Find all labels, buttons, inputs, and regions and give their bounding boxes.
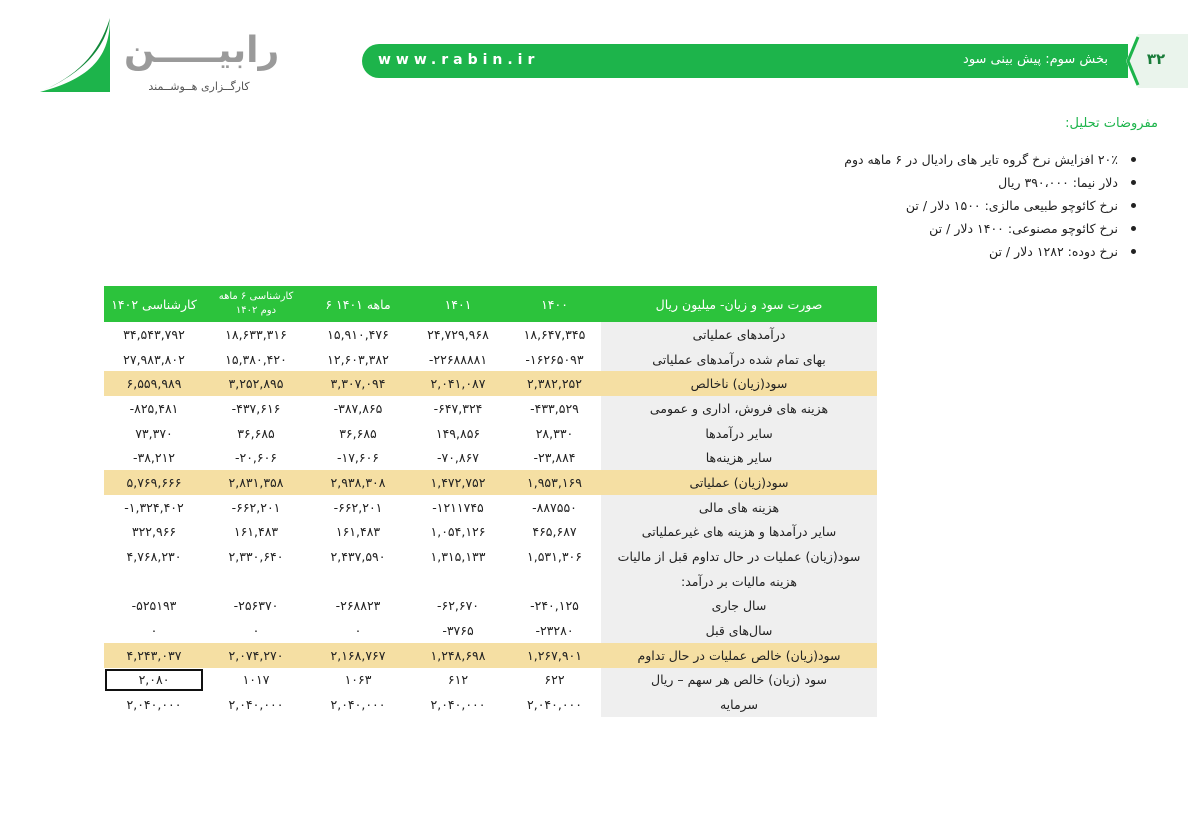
- table-cell-c1402: ۳۴,۵۴۳,۷۹۲: [123, 326, 185, 342]
- table-row: [104, 347, 877, 372]
- table-row: [104, 495, 877, 520]
- table-cell-y1401: -۱۲۱۱۷۴۵: [432, 499, 484, 515]
- table-row: [104, 396, 877, 421]
- table-row-label: سرمایه: [601, 692, 877, 717]
- page-number: ۳۲: [1146, 50, 1166, 68]
- income-statement-table: [104, 286, 877, 717]
- assumption-item: نرخ دوده: ۱۲۸۲ دلار / تن: [844, 240, 1136, 263]
- section-title: بخش سوم: پیش بینی سود: [963, 52, 1108, 67]
- table-cell-m6_1401: ۲,۱۶۸,۷۶۷: [308, 643, 408, 668]
- table-cell-y1401: -۶۴۷,۳۲۴: [433, 400, 483, 416]
- table-cell-m6_1401: ۲,۰۴۰,۰۰۰: [330, 697, 386, 713]
- table-cell-m6_1401: [308, 569, 408, 594]
- table-cell-c1402: [104, 569, 204, 594]
- table-row: [104, 470, 877, 495]
- table-row-label: سال جاری: [601, 594, 877, 619]
- table-cell-c6m: -۲۰,۶۰۶: [234, 450, 278, 466]
- table-row: [104, 544, 877, 569]
- table-row-label: سود(زیان) عملیاتی: [601, 470, 877, 495]
- table-cell-c1402: -۵۲۵۱۹۳: [131, 598, 177, 614]
- table-cell-y1401: -۲۲۶۸۸۸۸۱: [428, 351, 488, 367]
- table-cell-m6_1401: ۰: [354, 623, 362, 639]
- table-row: [104, 445, 877, 470]
- table-cell-y1401: ۶۱۲: [447, 672, 469, 688]
- table-cell-m6_1401: ۲,۴۳۷,۵۹۰: [330, 549, 386, 565]
- table-row-label: هزینه های مالی: [601, 495, 877, 520]
- table-cell-c6m: -۴۳۷,۶۱۶: [231, 400, 281, 416]
- table-cell-y1401: ۱,۴۷۲,۷۵۲: [408, 470, 508, 495]
- col-header-forecast-6m-1402: [204, 286, 308, 322]
- logo-leaf-icon: [36, 16, 126, 100]
- table-cell-m6_1401: ۱۰۶۳: [344, 672, 372, 688]
- table-row-label: سایر درآمدها: [601, 421, 877, 446]
- table-cell-c6m: ۰: [252, 623, 260, 639]
- table-cell-c1402: ۷۳,۳۷۰: [135, 425, 173, 441]
- table-row: [104, 643, 877, 668]
- logo-wordmark: رابیـــــن: [124, 30, 280, 71]
- col-header-line: کارشناسی ۶ ماهه: [218, 291, 294, 302]
- table-cell-y1401: [408, 569, 508, 594]
- table-cell-y1400: ۲۸,۳۳۰: [535, 425, 574, 441]
- table-cell-c1402: ۶,۵۵۹,۹۸۹: [104, 371, 204, 396]
- site-url-link[interactable]: www.rabin.ir: [378, 52, 540, 68]
- table-row-label: درآمدهای عملیاتی: [601, 322, 877, 347]
- table-cell-y1400: -۲۳,۸۸۴: [533, 450, 576, 466]
- assumption-item: دلار نیما: ۳۹۰،۰۰۰ ریال: [844, 171, 1136, 194]
- table-cell-c1402: -۸۲۵,۴۸۱: [129, 400, 179, 416]
- table-row-label: هزینه مالیات بر درآمد:: [601, 569, 877, 594]
- table-cell-c6m: -۲۵۶۳۷۰: [233, 598, 279, 614]
- table-cell-c1402: ۲۷,۹۸۳,۸۰۲: [123, 351, 185, 367]
- table-cell-y1401: ۲,۰۴۰,۰۰۰: [430, 697, 486, 713]
- table-cell-y1400: -۱۶۲۶۵۰۹۳: [525, 351, 584, 367]
- table-cell-c1402: ۴,۲۴۳,۰۳۷: [104, 643, 204, 668]
- table-cell-m6_1401: ۱۶۱,۴۸۳: [335, 524, 381, 540]
- table-row-label: هزینه های فروش، اداری و عمومی: [601, 396, 877, 421]
- table-cell-y1401: ۱,۰۵۴,۱۲۶: [430, 524, 486, 540]
- table-cell-y1400: ۶۲۲: [544, 672, 565, 688]
- table-cell-m6_1401: ۱۲,۶۰۳,۳۸۲: [327, 351, 389, 367]
- table-row: [104, 520, 877, 545]
- table-row-label: سود (زیان) خالص هر سهم – ریال: [601, 668, 877, 693]
- col-header-6m-1401: ۶ ماهه ۱۴۰۱: [308, 286, 408, 322]
- table-cell-c1402: ۲,۰۸۰: [104, 668, 204, 693]
- table-cell-c6m: ۱۵,۳۸۰,۴۲۰: [225, 351, 287, 367]
- table-cell-m6_1401: ۱۵,۹۱۰,۴۷۶: [327, 326, 389, 342]
- table-header-row: [104, 286, 877, 322]
- table-cell-m6_1401: -۳۸۷,۸۶۵: [333, 400, 383, 416]
- table-cell-y1401: -۳۷۶۵: [442, 623, 474, 639]
- table-row-label: سود(زیان) عملیات در حال تداوم قبل از مالیات: [601, 544, 877, 569]
- table-cell-c6m: ۱۰۱۷: [242, 672, 270, 688]
- table-cell-y1400: ۴۶۵,۶۸۷: [532, 524, 577, 540]
- table-cell-y1400: ۱,۵۳۱,۳۰۶: [527, 549, 582, 565]
- table-row: [104, 569, 877, 594]
- table-row-label: سود(زیان) خالص عملیات در حال تداوم: [601, 643, 877, 668]
- table-cell-y1400: [508, 569, 601, 594]
- table-cell-y1401: ۱,۳۱۵,۱۳۳: [430, 549, 486, 565]
- table-cell-c1402: ۵,۷۶۹,۶۶۶: [104, 470, 204, 495]
- table-row-label: سال‌های قبل: [601, 618, 877, 643]
- col-header-label: صورت سود و زیان- میلیون ریال: [601, 286, 877, 322]
- table-row-label: سود(زیان) ناخالص: [601, 371, 877, 396]
- table-cell-c6m: ۱۸,۶۳۳,۳۱۶: [225, 326, 287, 342]
- assumption-item: نرخ کائوچو مصنوعی: ۱۴۰۰ دلار / تن: [844, 217, 1136, 240]
- table-cell-c1402: ۰: [150, 623, 158, 639]
- col-header-1401: ۱۴۰۱: [408, 286, 508, 322]
- table-cell-y1400: ۲,۳۸۲,۲۵۲: [508, 371, 601, 396]
- table-cell-y1400: -۸۸۷۵۵۰: [532, 499, 577, 515]
- col-header-1400: ۱۴۰۰: [508, 286, 601, 322]
- table-row: [104, 618, 877, 643]
- table-cell-c6m: -۶۶۲,۲۰۱: [231, 499, 281, 515]
- table-cell-c6m: [204, 569, 308, 594]
- table-row: [104, 692, 877, 717]
- col-header-forecast-1402: کارشناسی ۱۴۰۲: [104, 286, 204, 322]
- table-cell-c6m: ۱۶۱,۴۸۳: [233, 524, 279, 540]
- table-cell-y1400: ۱,۹۵۳,۱۶۹: [508, 470, 601, 495]
- table-row: [104, 371, 877, 396]
- table-row-label: بهای تمام شده درآمدهای عملیاتی: [601, 347, 877, 372]
- table-row: [104, 322, 877, 347]
- table-cell-y1400: ۲,۰۴۰,۰۰۰: [527, 697, 582, 713]
- table-cell-m6_1401: ۳,۳۰۷,۰۹۴: [308, 371, 408, 396]
- table-cell-c1402: -۳۸,۲۱۲: [132, 450, 176, 466]
- table-cell-y1400: -۴۳۳,۵۲۹: [530, 400, 579, 416]
- table-cell-y1400: ۱۸,۶۴۷,۳۴۵: [523, 326, 586, 342]
- table-row-label: سایر هزینه‌ها: [601, 445, 877, 470]
- table-cell-y1401: -۶۲,۶۷۰: [436, 598, 480, 614]
- table-cell-m6_1401: ۲,۹۳۸,۳۰۸: [308, 470, 408, 495]
- table-cell-c1402: ۳۲۲,۹۶۶: [131, 524, 177, 540]
- table-cell-c1402: ۴,۷۶۸,۲۳۰: [126, 549, 182, 565]
- table-cell-y1401: ۲,۰۴۱,۰۸۷: [408, 371, 508, 396]
- table-cell-c6m: ۳,۲۵۲,۸۹۵: [204, 371, 308, 396]
- table-row-label: سایر درآمدها و هزینه های غیرعملیاتی: [601, 520, 877, 545]
- table-cell-m6_1401: -۶۶۲,۲۰۱: [333, 499, 383, 515]
- table-cell-y1400: ۱,۲۶۷,۹۰۱: [508, 643, 601, 668]
- table-cell-m6_1401: -۱۷,۶۰۶: [336, 450, 380, 466]
- table-row: [104, 668, 877, 693]
- table-row: [104, 421, 877, 446]
- table-cell-y1400: -۲۳۲۸۰: [535, 623, 574, 639]
- assumption-item: ۲۰٪ افزایش نرخ گروه تایر های رادیال در ۶ ماهه دوم: [844, 148, 1136, 171]
- assumption-item: نرخ کائوچو طبیعی مالزی: ۱۵۰۰ دلار / تن: [844, 194, 1136, 217]
- table-cell-m6_1401: ۳۶,۶۸۵: [339, 425, 377, 441]
- table-cell-c6m: ۲,۳۳۰,۶۴۰: [228, 549, 284, 565]
- table-cell-c6m: ۳۶,۶۸۵: [237, 425, 275, 441]
- logo-subtitle: کارگــزاری هــوشــمند: [148, 80, 250, 93]
- table-cell-y1401: ۱۴۹,۸۵۶: [435, 425, 481, 441]
- table-cell-c6m: ۲,۸۳۱,۳۵۸: [204, 470, 308, 495]
- table-cell-c1402: -۱,۳۲۴,۴۰۲: [124, 499, 184, 515]
- table-row: [104, 594, 877, 619]
- assumptions-list: [844, 148, 1136, 263]
- table-cell-m6_1401: -۲۶۸۸۲۳: [335, 598, 381, 614]
- col-header-line: دوم ۱۴۰۲: [235, 305, 277, 316]
- table-cell-c6m: ۲,۰۷۴,۲۷۰: [204, 643, 308, 668]
- table-cell-c6m: ۲,۰۴۰,۰۰۰: [228, 697, 284, 713]
- table-cell-c1402: ۲,۰۴۰,۰۰۰: [126, 697, 182, 713]
- table-cell-y1400: -۲۴۰,۱۲۵: [530, 598, 579, 614]
- table-cell-y1401: -۷۰,۸۶۷: [436, 450, 480, 466]
- table-cell-y1401: ۱,۲۴۸,۶۹۸: [408, 643, 508, 668]
- table-cell-y1401: ۲۴,۷۲۹,۹۶۸: [427, 326, 489, 342]
- table-body: [104, 322, 877, 717]
- assumptions-title: مفروضات تحلیل:: [1065, 116, 1158, 131]
